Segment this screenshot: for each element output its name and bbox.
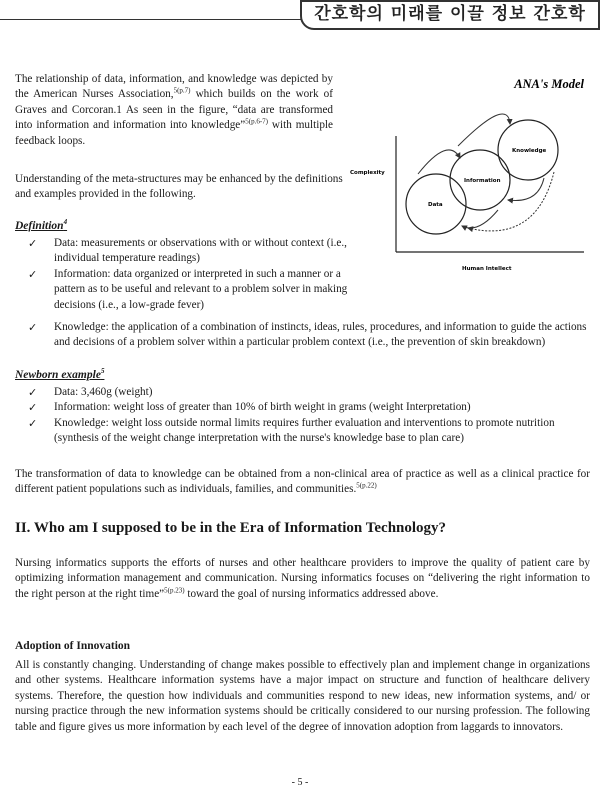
- list-item: [28, 416, 590, 447]
- adoption-heading: Adoption of Innovation: [15, 640, 131, 652]
- nursing-informatics-paragraph: [15, 556, 590, 602]
- definition-heading-text: Definition: [15, 220, 64, 232]
- transformation-paragraph: [15, 467, 590, 498]
- forward-arrow: [418, 150, 460, 174]
- section2-text-a: Nursing informatics supports the efforts of nurses and other healthcare providers to improve the quality of patient care by optimizing information management and communication. Nursing informatics focuses on “delivering the right information to the right person at the right time”: [15, 557, 590, 600]
- data-circle-label: Data: [428, 202, 443, 208]
- list-item: [28, 236, 358, 267]
- list-item: [28, 320, 590, 351]
- citation: 5: [100, 367, 105, 376]
- ana-model-figure: [348, 76, 588, 276]
- checkmark-icon: ✓: [28, 416, 38, 430]
- citation: 5(p.22): [356, 481, 377, 490]
- citation: 5(p.23): [164, 586, 185, 595]
- page-header: [0, 0, 600, 30]
- newborn-list: [28, 385, 590, 447]
- checkmark-icon: ✓: [28, 321, 38, 334]
- intro-text-c: with multiple feedback loops.: [15, 119, 333, 147]
- intro-text-a: The relationship of data, information, and knowledge was depicted by the American Nurses Association,: [15, 73, 333, 101]
- checkmark-icon: ✓: [28, 237, 38, 250]
- definition-heading: [15, 219, 67, 234]
- citation: 5(p.7): [173, 86, 191, 95]
- list-item: [28, 267, 358, 313]
- section2-text-b: toward the goal of nursing informatics addressed above.: [184, 587, 439, 600]
- information-circle-label: Information: [464, 178, 501, 184]
- section-heading: II. Who am I supposed to be in the Era of Information Technology?: [15, 520, 447, 536]
- list-item: [28, 385, 590, 400]
- citation: 5(p.6-7): [245, 117, 268, 126]
- definition-item-text: Knowledge: the application of a combination of instincts, ideas, rules, procedures, and information to guide the actions and decisions of a problem solver within a particular problem context (i.e., the prevention of skin breakdown): [54, 321, 587, 349]
- newborn-heading-text: Newborn example: [15, 369, 101, 381]
- figure-title: ANA's Model: [514, 77, 584, 91]
- definition-list-cont: [28, 320, 590, 351]
- meta-structures-paragraph: Understanding of the meta-structures may be enhanced by the definitions and examples provided in the following.: [15, 173, 343, 201]
- newborn-item-text: Knowledge: weight loss outside normal limits requires further evaluation and interventions to promote nutrition (synthesis of the weight change interpretation with the nurse's knowledge base to plan care): [54, 416, 555, 445]
- knowledge-circle-label: Knowledge: [512, 148, 547, 154]
- definition-item-text: Information: data organized or interpreted in such a manner or a pattern as to be useful and relevant to a problem solver in making decisions (i.e., a low-grade fever): [54, 267, 348, 311]
- checkmark-icon: ✓: [28, 401, 38, 415]
- y-axis-label: Complexity: [350, 170, 385, 176]
- definition-item-text: Data: measurements or observations with or without context (i.e., individual temperature readings): [54, 237, 347, 265]
- newborn-item-text: Data: 3,460g (weight): [54, 386, 153, 398]
- feedback-arrow: [462, 210, 498, 228]
- page-number: - 5 -: [291, 777, 309, 788]
- forward-arrow: [458, 114, 510, 146]
- intro-text-b: which builds on the work of Graves and Corcoran.1 As seen in the figure, “data are transformed into information and information into knowledge”: [15, 88, 333, 132]
- header-title: 간호학의 미래를 이끌 정보 간호학: [300, 0, 600, 30]
- checkmark-icon: ✓: [28, 267, 38, 281]
- x-axis-label: Human Intellect: [462, 266, 512, 272]
- transformation-text: The transformation of data to knowledge can be obtained from a non-clinical area of practice as well as a clinical practice for different patient populations such as individuals, families, and communities.: [15, 468, 590, 496]
- definition-list: [28, 236, 358, 313]
- citation: 4: [63, 218, 68, 227]
- adoption-paragraph: All is constantly changing. Understanding of change makes possible to effectively plan and implement change in organizations and other systems. Healthcare information systems have a major impact on structure and function of healthcare delivery systems. Therefore, the question how individuals and communities respond to new ideas, new information systems, and/ or nursing practice through the new information systems should be critically considered to our nursing profession. The following table and figure gives us more information by each level of the degree of innovation adoption from laggards to innovators.: [15, 659, 590, 733]
- newborn-heading: [15, 368, 104, 383]
- intro-paragraph: [15, 72, 333, 149]
- newborn-item-text: Information: weight loss of greater than 10% of birth weight in grams (weight Interpretation): [54, 401, 471, 414]
- feedback-arrow: [508, 178, 544, 201]
- list-item: [28, 400, 590, 415]
- checkmark-icon: ✓: [28, 386, 38, 399]
